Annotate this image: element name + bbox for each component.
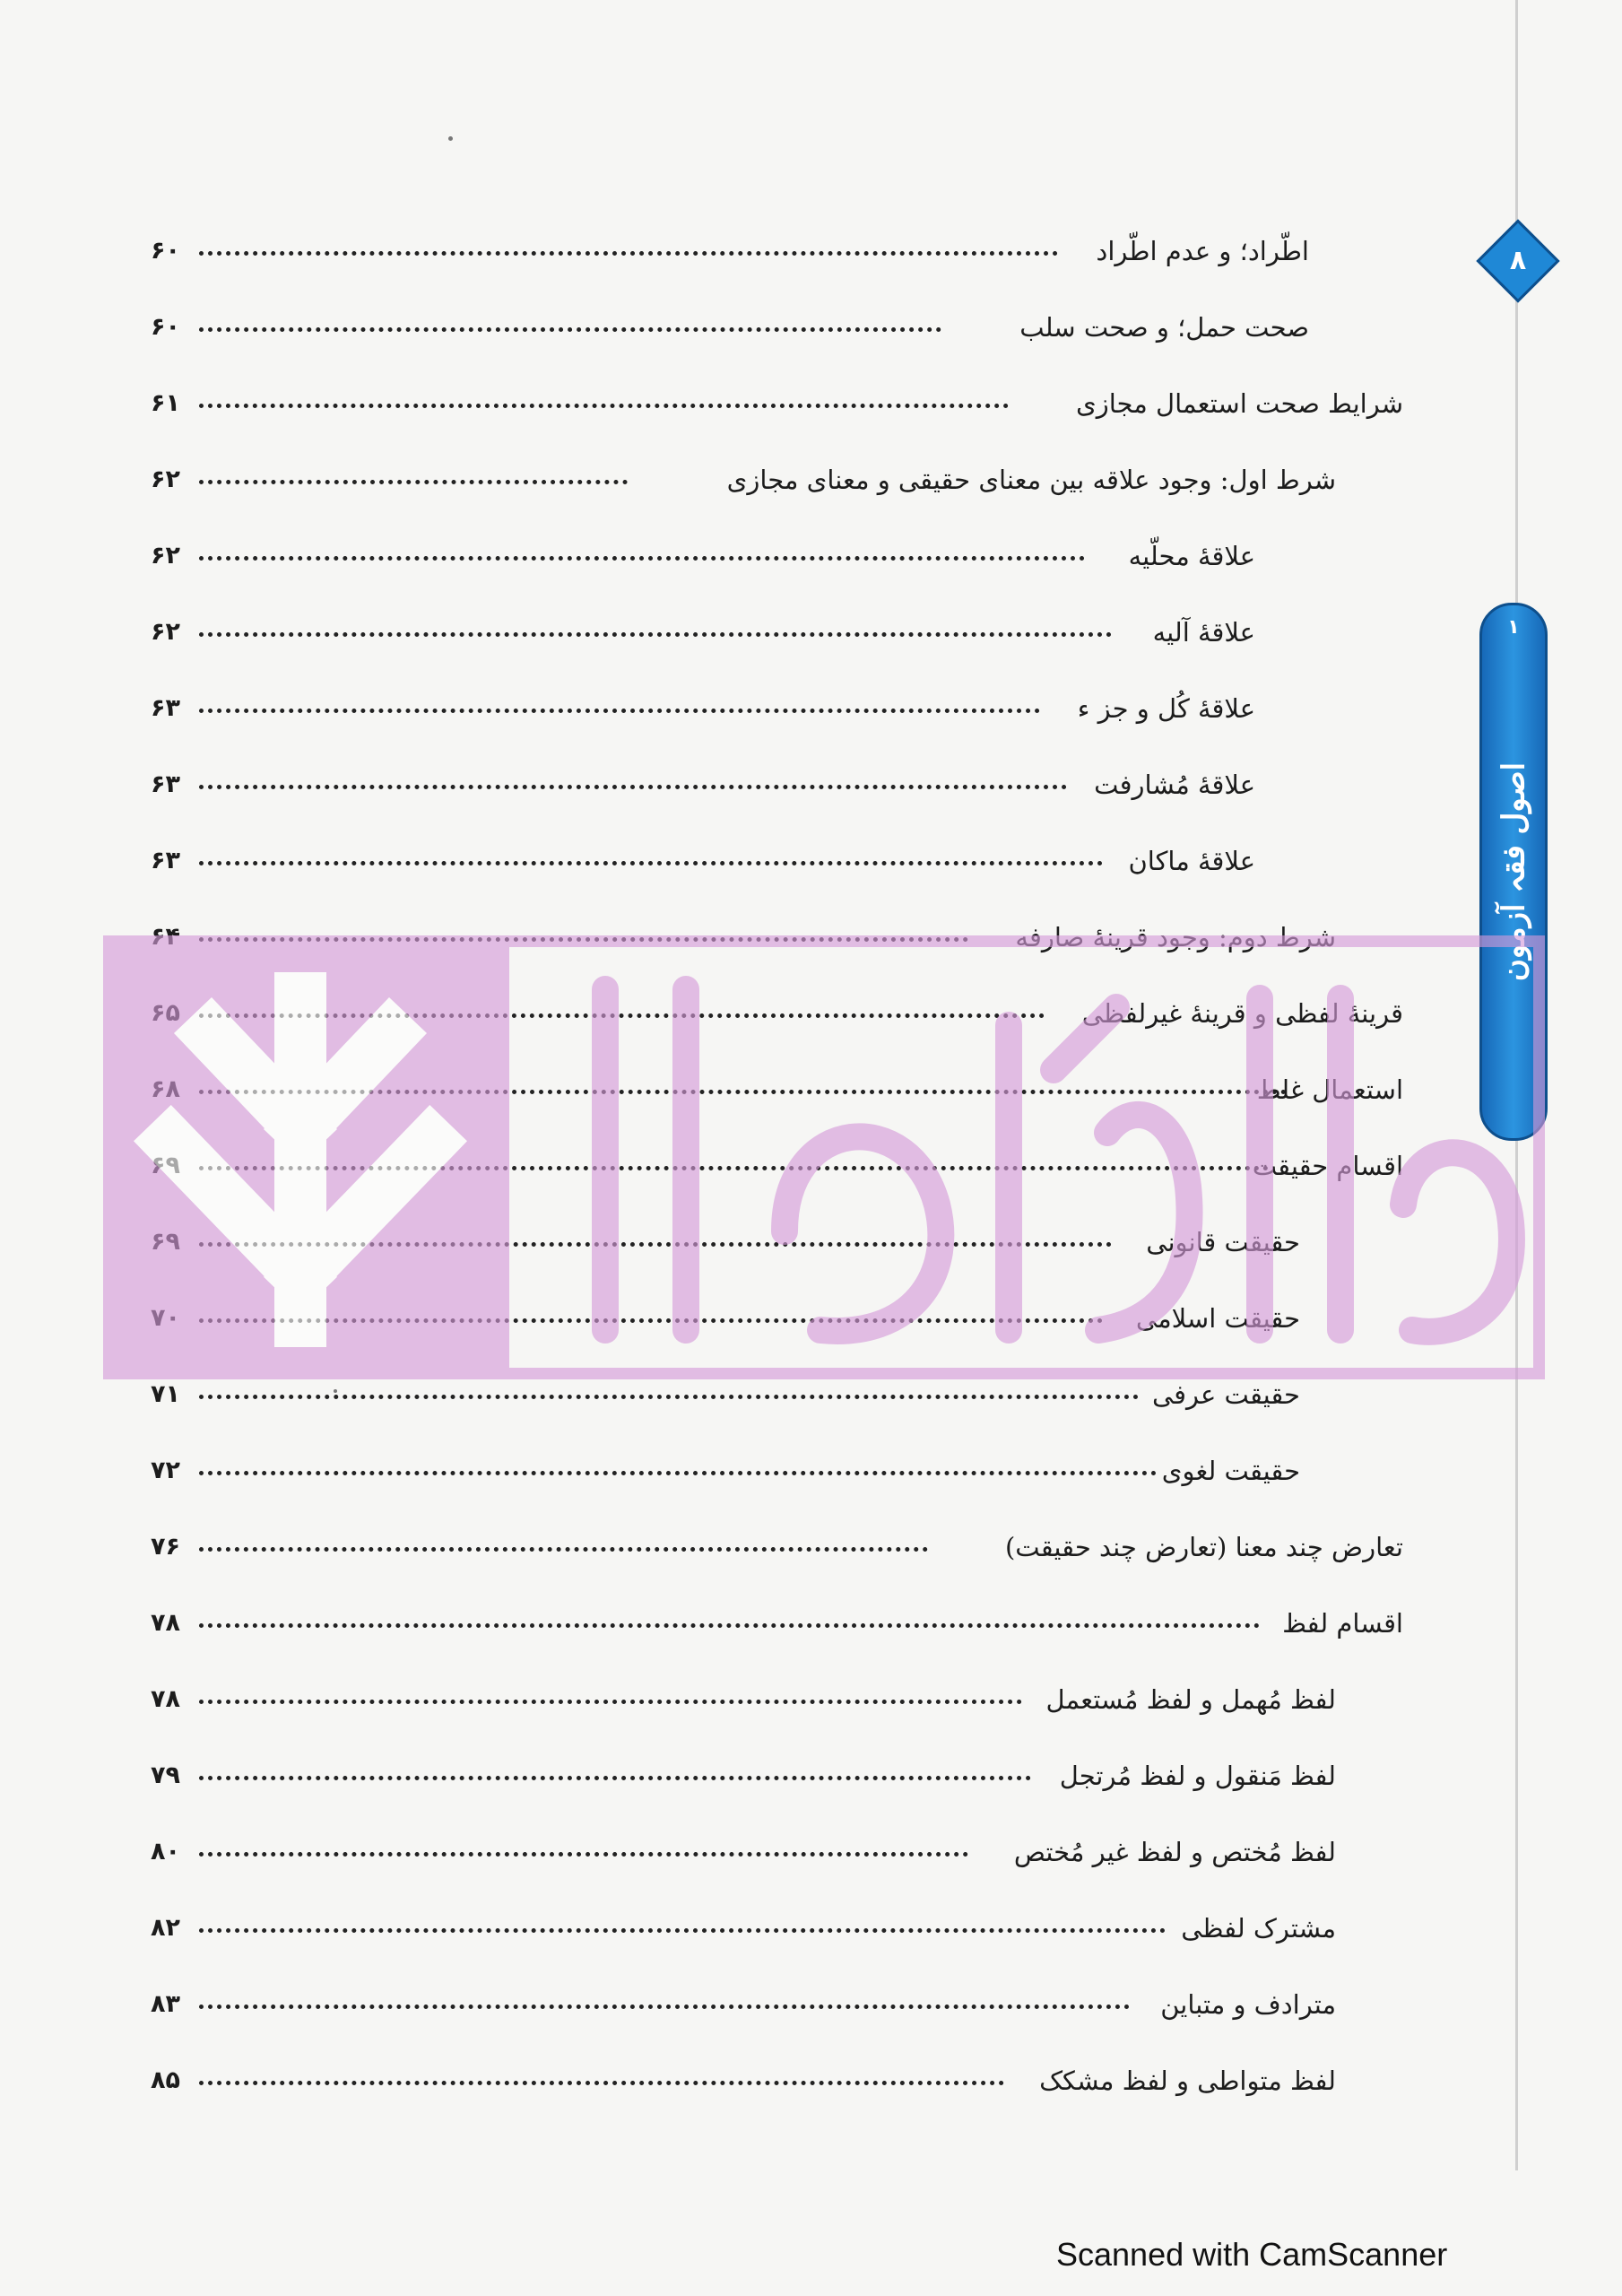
toc-dot-leader	[199, 1928, 1166, 1933]
scan-speck	[448, 136, 453, 141]
toc-entry-title: استعمال غلط	[1256, 1074, 1403, 1105]
watermark-logo	[103, 935, 1545, 1379]
toc-entry-title: لفظ مَنقول و لفظ مُرتجل	[1059, 1761, 1336, 1791]
toc-page-number: ۸۵	[151, 2066, 180, 2094]
toc-entry-title: لفظ مُختص و لفظ غیر مُختص	[1013, 1837, 1336, 1867]
toc-page-number: ۸۰	[151, 1838, 180, 1866]
toc-entry	[134, 1825, 1336, 1879]
watermark-emblem-icon	[103, 935, 498, 1379]
toc-page-number: ۷۶	[151, 1533, 180, 1561]
toc-dot-leader	[199, 1776, 1031, 1780]
toc-entry	[134, 2054, 1336, 2108]
toc-entry-title: حقیقت اسلامی	[1135, 1303, 1300, 1334]
toc-entry-title: اقسام لفظ	[1282, 1608, 1403, 1639]
toc-entry-title: شرایط صحت استعمال مجازی	[1076, 388, 1403, 419]
toc-dot-leader	[199, 709, 1040, 713]
toc-entry	[134, 1444, 1300, 1498]
toc-page-number: ۶۳	[151, 770, 180, 798]
toc-dot-leader	[199, 1395, 1139, 1399]
toc-entry-title: مشترک لفظی	[1181, 1913, 1336, 1944]
toc-entry	[134, 758, 1255, 812]
toc-dot-leader	[199, 1852, 968, 1857]
toc-page-number: ۷۱	[151, 1380, 180, 1408]
toc-dot-leader	[199, 251, 1058, 256]
toc-entry	[134, 1673, 1336, 1726]
toc-page-number: ۶۰	[151, 313, 180, 341]
toc-entry-title: حقیقت عرفی	[1151, 1379, 1300, 1410]
toc-entry-title: علاقهٔ ماکان	[1128, 846, 1255, 876]
watermark-wordmark	[605, 989, 1512, 1332]
toc-entry-title: حقیقت لغوی	[1161, 1456, 1300, 1486]
toc-page-number: ۶۳	[151, 847, 180, 874]
side-tab-mark: ۱	[1507, 616, 1520, 639]
toc-dot-leader	[199, 556, 1085, 561]
page-number-badge	[1475, 218, 1561, 304]
toc-dot-leader	[199, 1547, 928, 1552]
toc-entry	[134, 1596, 1403, 1650]
toc-entry-title: مترادف و متباین	[1160, 1989, 1336, 2020]
toc-entry	[134, 377, 1403, 430]
toc-page-number: ۷۸	[151, 1609, 180, 1637]
toc-page-number: ۶۰	[151, 237, 180, 265]
page-number: ۸	[1509, 245, 1527, 276]
toc-entry	[134, 453, 1336, 507]
toc-entry-title: علاقهٔ مُشارفت	[1094, 770, 1255, 800]
toc-entry-title: علاقهٔ کُل و جز ء	[1077, 693, 1255, 724]
toc-page-number: ۶۲	[151, 618, 180, 646]
toc-entry	[134, 605, 1255, 659]
toc-entry	[134, 834, 1255, 888]
toc-dot-leader	[199, 1623, 1260, 1628]
toc-entry	[134, 224, 1309, 278]
toc-dot-leader	[199, 327, 941, 332]
toc-dot-leader	[199, 480, 628, 484]
toc-entry-title: حقیقت قانونی	[1146, 1227, 1300, 1257]
toc-entry-title: صحت حمل؛ و صحت سلب	[1019, 312, 1309, 343]
toc-entry-title: شرط دوم: وجود قرینهٔ صارفه	[1015, 922, 1336, 952]
toc-dot-leader	[199, 861, 1103, 865]
toc-page-number: ۷۲	[151, 1457, 180, 1484]
scan-credit: Scanned with CamScanner	[1056, 2236, 1448, 2273]
toc-entry	[134, 300, 1309, 354]
toc-entry-title: علاقهٔ آلیه	[1152, 617, 1255, 648]
toc-page-number: ۶۲	[151, 465, 180, 493]
toc-page-number: ۶۲	[151, 542, 180, 570]
toc-dot-leader	[199, 1471, 1157, 1475]
toc-dot-leader	[199, 632, 1112, 637]
side-tab-title: اصول فقہ آزمون	[1496, 761, 1532, 982]
toc-dot-leader	[199, 2005, 1130, 2009]
toc-entry-title: اقسام حقیقت	[1252, 1151, 1403, 1181]
toc-entry-title: لفظ متواطی و لفظ مشکک	[1039, 2066, 1336, 2096]
toc-entry	[134, 1749, 1336, 1803]
toc-dot-leader	[199, 2081, 1004, 2085]
toc-entry-title: اطّراد؛ و عدم اطّراد	[1096, 236, 1309, 266]
toc-dot-leader	[199, 785, 1067, 789]
toc-entry-title: شرط اول: وجود علاقه بین معنای حقیقی و معنای مجازی	[726, 465, 1336, 495]
toc-page-number: ۶۱	[151, 389, 180, 417]
toc-page-number: ۸۲	[151, 1914, 180, 1942]
toc-entry	[134, 1901, 1336, 1955]
toc-entry	[134, 1978, 1336, 2031]
toc-entry	[134, 1520, 1403, 1574]
toc-entry	[134, 529, 1255, 583]
toc-entry-title: لفظ مُهمل و لفظ مُستعمل	[1045, 1684, 1336, 1715]
toc-dot-leader	[199, 404, 1009, 408]
toc-entry	[134, 682, 1255, 735]
toc-page-number: ۷۸	[151, 1685, 180, 1713]
toc-entry-title: قرینهٔ لفظی و قرینهٔ غیرلفظی	[1081, 998, 1403, 1029]
toc-page-number: ۷۹	[151, 1761, 180, 1789]
toc-page-number: ۶۳	[151, 694, 180, 722]
toc-page-number: ۸۳	[151, 1990, 180, 2018]
toc-entry-title: علاقهٔ محلّیه	[1128, 541, 1255, 571]
toc-dot-leader	[199, 1700, 1022, 1704]
toc-entry-title: تعارض چند معنا (تعارض چند حقیقت)	[1004, 1532, 1403, 1562]
